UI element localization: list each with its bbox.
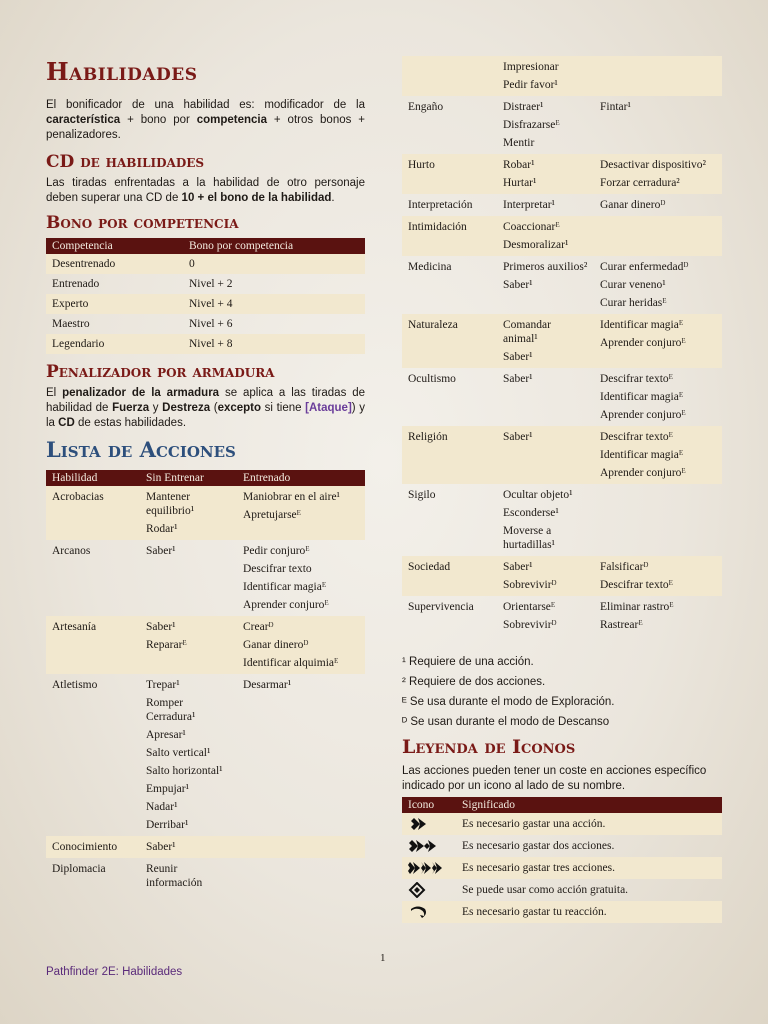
bono-cell: 0 xyxy=(183,254,365,274)
table-row xyxy=(46,274,365,294)
competencia-cell: Desentrenado xyxy=(46,254,183,274)
action-item: Ganar dineroᴰ xyxy=(600,199,666,211)
skill-cell xyxy=(402,96,497,154)
action-item: Saber¹ xyxy=(146,621,176,633)
action-item: Pedir conjuroᴱ xyxy=(243,545,310,557)
skill-name: Artesanía xyxy=(52,621,97,633)
action-item: Impresionar xyxy=(503,61,559,73)
skill-cell xyxy=(402,216,497,256)
action-item: Saber¹ xyxy=(503,351,533,363)
trained-cell xyxy=(237,486,365,540)
skill-name: Interpretación xyxy=(408,199,473,211)
action-item: Saber¹ xyxy=(503,373,533,385)
skill-cell xyxy=(402,426,497,484)
table-row xyxy=(402,901,722,923)
untrained-cell xyxy=(497,596,594,636)
untrained-cell xyxy=(497,96,594,154)
trained-cell xyxy=(237,836,365,858)
action-item: Distraer¹ xyxy=(503,101,544,113)
action-item: Curar heridasᴱ xyxy=(600,297,667,309)
untrained-cell xyxy=(140,616,237,674)
action-item: Repararᴱ xyxy=(146,639,187,651)
action-item: Desactivar dispositivo² xyxy=(600,159,706,171)
skill-name: Religión xyxy=(408,431,448,443)
untrained-cell xyxy=(497,154,594,194)
leyenda-table xyxy=(402,797,722,923)
acciones-table-left xyxy=(46,470,365,894)
skill-cell xyxy=(402,314,497,368)
trained-cell xyxy=(594,314,722,368)
skill-name: Medicina xyxy=(408,261,452,273)
action-item: Identificar magiaᴱ xyxy=(600,319,684,331)
table-row xyxy=(402,314,722,368)
skill-name: Hurto xyxy=(408,159,435,171)
trained-cell xyxy=(237,858,365,894)
skill-cell xyxy=(46,616,140,674)
bono-heading: Bono por competencia xyxy=(46,213,239,233)
page-footer: Pathfinder 2E: Habilidades xyxy=(46,966,183,978)
table-row xyxy=(402,835,722,857)
action-item: Descifrar texto xyxy=(243,563,312,575)
icon-cell xyxy=(402,901,456,923)
skill-cell xyxy=(402,596,497,636)
trained-cell xyxy=(594,426,722,484)
action-item: Rodar¹ xyxy=(146,523,178,535)
ataque-tag: [Ataque] xyxy=(305,402,352,414)
skill-cell xyxy=(46,674,140,836)
skill-name: Atletismo xyxy=(52,679,98,691)
action-item: Identificar magiaᴱ xyxy=(243,581,327,593)
untrained-cell xyxy=(497,56,594,96)
action-item: Aprender conjuroᴱ xyxy=(243,599,329,611)
untrained-cell xyxy=(140,540,237,616)
action-item: Forzar cerradura² xyxy=(600,177,680,189)
action-item: Desmoralizar¹ xyxy=(503,239,569,251)
icon-meaning: Es necesario gastar tu reacción. xyxy=(456,901,722,923)
table-row xyxy=(402,426,722,484)
action-item: Eliminar rastroᴱ xyxy=(600,601,674,613)
trained-cell xyxy=(594,154,722,194)
skill-name: Naturaleza xyxy=(408,319,458,331)
action-item: Moverse a hurtadillas¹ xyxy=(503,525,555,551)
action-item: Desarmar¹ xyxy=(243,679,292,691)
skill-name: Sociedad xyxy=(408,561,451,573)
page-number: 1 xyxy=(380,952,386,964)
footnote: ¹ Requiere de una acción. xyxy=(402,656,534,668)
action-item: Salto horizontal¹ xyxy=(146,765,223,777)
action-item: Derribar¹ xyxy=(146,819,189,831)
bono-cell: Nivel + 4 xyxy=(183,294,365,314)
bono-header-bono: Bono por competencia xyxy=(183,238,365,254)
skill-name: Diplomacia xyxy=(52,863,106,875)
table-row xyxy=(46,486,365,540)
table-row xyxy=(402,879,722,901)
skill-cell xyxy=(402,556,497,596)
action-item: Salto vertical¹ xyxy=(146,747,211,759)
leyenda-header-significado: Significado xyxy=(456,797,722,813)
table-row xyxy=(46,858,365,894)
table-row xyxy=(46,294,365,314)
armadura-heading: Penalizador por armadura xyxy=(46,362,275,382)
action-item: Identificar magiaᴱ xyxy=(600,391,684,403)
skill-cell xyxy=(46,836,140,858)
trained-cell xyxy=(594,368,722,426)
action-item: Crearᴰ xyxy=(243,621,274,633)
table-row xyxy=(46,836,365,858)
table-row xyxy=(402,596,722,636)
action-item: Aprender conjuroᴱ xyxy=(600,467,686,479)
action-item: Reunir información xyxy=(146,863,203,889)
trained-cell xyxy=(237,540,365,616)
icon-cell xyxy=(402,879,456,901)
icon-meaning: Se puede usar como acción gratuita. xyxy=(462,884,629,896)
trained-cell xyxy=(237,616,365,674)
action-item: Robar¹ xyxy=(503,159,535,171)
table-row xyxy=(402,256,722,314)
footnote: ² Requiere de dos acciones. xyxy=(402,676,546,688)
untrained-cell xyxy=(140,836,237,858)
icon-meaning: Es necesario gastar una acción. xyxy=(456,813,722,835)
competencia-cell: Maestro xyxy=(52,318,90,330)
action-item: Curar enfermedadᴰ xyxy=(600,261,689,273)
action-item: Maniobrar en el aire¹ xyxy=(243,491,340,503)
action-item: Coaccionarᴱ xyxy=(503,221,560,233)
table-row xyxy=(402,556,722,596)
action-item: Sobrevivirᴰ xyxy=(503,579,557,591)
bono-cell: Nivel + 6 xyxy=(189,318,233,330)
action-item: Empujar¹ xyxy=(146,783,190,795)
action-item: Disfrazarseᴱ xyxy=(503,119,560,131)
skill-name: Conocimiento xyxy=(52,841,118,853)
armadura-text: El penalizador de la armadura se aplica a las tiradas de habilidad de Fuerza y Destreza (excepto si tiene [Ataque]) y la CD de estas habilidades. xyxy=(46,387,365,429)
skill-name: Sigilo xyxy=(408,489,436,501)
page-title: Habilidades xyxy=(46,57,198,86)
action-item: Trepar¹ xyxy=(146,679,180,691)
action-item: Ganar dineroᴰ xyxy=(243,639,309,651)
icon-cell xyxy=(402,857,456,879)
action-item: Identificar magiaᴱ xyxy=(600,449,684,461)
table-row xyxy=(46,334,365,354)
action-item: Saber¹ xyxy=(146,545,176,557)
bono-table xyxy=(46,238,365,354)
table-row xyxy=(402,368,722,426)
skill-name: Ocultismo xyxy=(408,373,456,385)
action-item: Saber¹ xyxy=(503,561,533,573)
table-row xyxy=(46,314,365,334)
action-item: Identificar alquimiaᴱ xyxy=(243,657,339,669)
bono-cell: Nivel + 2 xyxy=(189,278,233,290)
skill-name xyxy=(408,58,491,62)
action-item: Comandar animal¹ xyxy=(503,319,551,345)
action-item: Primeros auxilios² xyxy=(503,261,588,273)
skill-cell xyxy=(402,368,497,426)
table-row xyxy=(402,216,722,256)
competencia-cell: Legendario xyxy=(46,334,183,354)
action-item: Esconderse¹ xyxy=(503,507,559,519)
skill-cell xyxy=(46,858,140,894)
skill-cell xyxy=(402,256,497,314)
free-action-icon xyxy=(408,882,450,898)
trained-cell xyxy=(594,256,722,314)
intro-text: El bonificador de una habilidad es: modificador de la característica + bono por competencia + otros bonos + penalizadores. xyxy=(46,99,365,141)
table-row xyxy=(402,154,722,194)
cd-heading: CD de habilidades xyxy=(46,152,205,172)
acciones-heading: Lista de Acciones xyxy=(46,437,236,462)
action-item: Descifrar textoᴱ xyxy=(600,431,673,443)
table-row xyxy=(402,813,722,835)
trained-cell xyxy=(594,194,722,216)
reaction-icon xyxy=(408,904,450,920)
skill-name: Engaño xyxy=(408,101,444,113)
skill-cell xyxy=(402,484,497,556)
trained-cell xyxy=(594,96,722,154)
table-row xyxy=(46,254,365,274)
action-item: Rastrearᴱ xyxy=(600,619,643,631)
bono-header-competencia: Competencia xyxy=(46,238,183,254)
action-item: Sobrevivirᴰ xyxy=(503,619,557,631)
two-actions-icon xyxy=(408,838,450,854)
action-item: Saber¹ xyxy=(503,431,533,443)
bono-cell: Nivel + 8 xyxy=(183,334,365,354)
action-item: Nadar¹ xyxy=(146,801,178,813)
action-item: Hurtar¹ xyxy=(503,177,537,189)
action-item: Mentir xyxy=(503,137,535,149)
untrained-cell xyxy=(497,314,594,368)
action-item: Apretujarseᴱ xyxy=(243,509,301,521)
untrained-cell xyxy=(497,484,594,556)
three-actions-icon xyxy=(408,860,450,876)
action-item: Pedir favor¹ xyxy=(503,79,558,91)
skill-name: Acrobacias xyxy=(52,491,104,503)
table-row xyxy=(46,540,365,616)
table-row xyxy=(402,56,722,96)
footnotes xyxy=(402,652,722,732)
untrained-cell xyxy=(140,486,237,540)
untrained-cell xyxy=(497,556,594,596)
table-row xyxy=(46,616,365,674)
trained-cell xyxy=(594,484,722,556)
action-item: Fintar¹ xyxy=(600,101,631,113)
acciones-header-habilidad: Habilidad xyxy=(46,470,140,486)
icon-cell xyxy=(402,813,456,835)
untrained-cell xyxy=(497,216,594,256)
table-row xyxy=(402,484,722,556)
skill-name: Intimidación xyxy=(408,221,467,233)
one-action-icon xyxy=(408,816,450,832)
untrained-cell xyxy=(497,194,594,216)
skill-cell xyxy=(402,194,497,216)
action-item: Interpretar¹ xyxy=(503,199,555,211)
action-item: Saber¹ xyxy=(146,841,176,853)
action-item: Orientarseᴱ xyxy=(503,601,556,613)
table-row xyxy=(46,674,365,836)
acciones-table-right xyxy=(402,56,722,636)
icon-cell xyxy=(402,835,456,857)
action-item: Mantener equilibrio¹ xyxy=(146,491,195,517)
leyenda-header-icono: Icono xyxy=(402,797,456,813)
leyenda-text: Las acciones pueden tener un coste en acciones específico indicado por un icono al lado de su nombre. xyxy=(402,765,707,792)
untrained-cell xyxy=(497,368,594,426)
acciones-header-sin-entrenar: Sin Entrenar xyxy=(140,470,237,486)
skill-name: Arcanos xyxy=(52,545,91,557)
action-item: Apresar¹ xyxy=(146,729,186,741)
trained-cell xyxy=(594,216,722,256)
cd-text: Las tiradas enfrentadas a la habilidad de otro personaje deben superar una CD de 10 + el bono de la habilidad. xyxy=(46,177,365,204)
untrained-cell xyxy=(140,674,237,836)
action-item: Ocultar objeto¹ xyxy=(503,489,573,501)
table-row xyxy=(402,96,722,154)
footnote: ᴱ Se usa durante el modo de Exploración. xyxy=(402,696,615,708)
leyenda-heading: Leyenda de Iconos xyxy=(402,736,576,758)
skill-cell xyxy=(402,154,497,194)
action-item: Falsificarᴰ xyxy=(600,561,649,573)
action-item: Curar veneno¹ xyxy=(600,279,666,291)
icon-meaning: Es necesario gastar tres acciones. xyxy=(456,857,722,879)
trained-cell xyxy=(594,596,722,636)
untrained-cell xyxy=(497,426,594,484)
footnote: ᴰ Se usan durante el modo de Descanso xyxy=(402,716,610,728)
trained-cell xyxy=(237,674,365,836)
skill-cell xyxy=(46,540,140,616)
competencia-cell: Experto xyxy=(46,294,183,314)
action-item: Romper Cerradura¹ xyxy=(146,697,196,723)
skill-cell xyxy=(402,56,497,96)
untrained-cell xyxy=(140,858,237,894)
icon-meaning: Es necesario gastar dos acciones. xyxy=(462,840,615,852)
untrained-cell xyxy=(497,256,594,314)
competencia-cell: Entrenado xyxy=(52,278,100,290)
action-item: Descifrar textoᴱ xyxy=(600,579,673,591)
table-row xyxy=(402,857,722,879)
trained-cell xyxy=(594,56,722,96)
table-row xyxy=(402,194,722,216)
action-item: Saber¹ xyxy=(503,279,533,291)
action-item: Aprender conjuroᴱ xyxy=(600,409,686,421)
skill-name: Supervivencia xyxy=(408,601,474,613)
skill-cell xyxy=(46,486,140,540)
trained-cell xyxy=(594,556,722,596)
action-item: Aprender conjuroᴱ xyxy=(600,337,686,349)
acciones-header-entrenado: Entrenado xyxy=(237,470,365,486)
action-item: Descifrar textoᴱ xyxy=(600,373,673,385)
